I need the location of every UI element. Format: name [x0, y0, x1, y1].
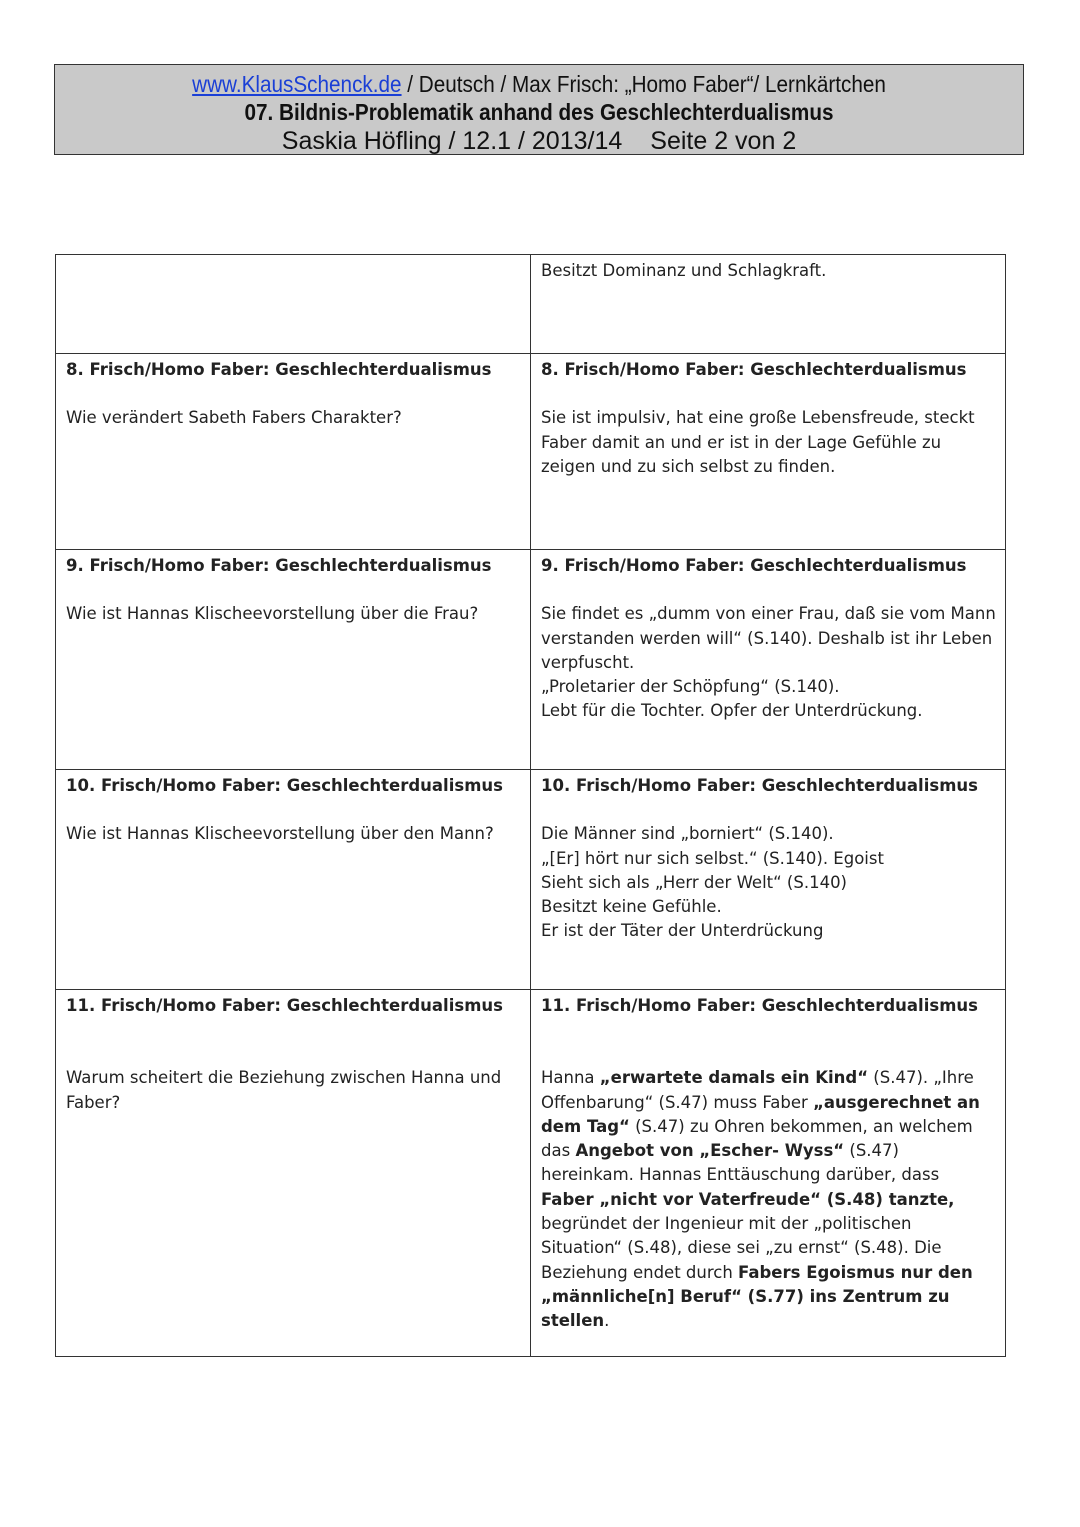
card-question: Wie ist Hannas Klischeevorstellung über die Frau? [66, 604, 479, 624]
card-title: 11. Frisch/Homo Faber: Geschlechterdualismus [66, 996, 503, 1015]
card-title: 9. Frisch/Homo Faber: Geschlechterdualismus [66, 556, 492, 575]
card-front-11 [56, 990, 531, 1357]
website-link[interactable]: www.KlausSchenck.de [192, 71, 402, 97]
card-answer [541, 1066, 996, 1333]
card-title: 9. Frisch/Homo Faber: Geschlechterdualismus [541, 556, 967, 575]
answer-segment-bold: „erwartete damals ein Kind“ [599, 1068, 869, 1088]
author-class-year: Saskia Höfling / 12.1 / 2013/14 [281, 127, 623, 155]
answer-line: „Proletarier der Schöpfung“ (S.140). [541, 677, 840, 697]
answer-segment: (S.47). „Ihre Offenbarung“ (S.47) muss Faber [541, 1068, 974, 1112]
page-indicator: Seite 2 von 2 [650, 127, 797, 155]
answer-segment: (S.47) zu Ohren bekommen, an welchem das [541, 1116, 973, 1161]
header-line-3 [55, 126, 1023, 156]
card-back-9 [531, 550, 1006, 770]
card-title: 11. Frisch/Homo Faber: Geschlechterdualismus [541, 996, 978, 1015]
answer-segment-bold: Fabers Egoismus nur den „männliche[n] Beruf“ (S.77) ins Zentrum zu stellen [541, 1262, 973, 1331]
card-answer: Besitzt Dominanz und Schlagkraft. [541, 261, 827, 280]
card-answer [541, 602, 996, 723]
answer-line: Lebt für die Tochter. Opfer der Unterdrückung. [541, 701, 923, 721]
card-back-11 [531, 990, 1006, 1357]
document-header [54, 64, 1024, 155]
card-title: 8. Frisch/Homo Faber: Geschlechterdualismus [66, 360, 492, 379]
answer-segment: . [604, 1311, 610, 1331]
answer-segment: Hanna [541, 1068, 600, 1088]
card-front-10 [56, 770, 531, 990]
answer-line: Sie findet es „dumm von einer Frau, daß sie vom Mann verstanden werden will“ (S.140). Deshalb ist ihr Leben verpfuscht. [541, 604, 996, 672]
answer-line: Die Männer sind „borniert“ (S.140). [541, 824, 834, 844]
card-answer: Sie ist impulsiv, hat eine große Lebensfreude, steckt Faber damit an und er ist in der Lage Gefühle zu zeigen und zu sich selbst zu finden. [541, 408, 975, 476]
answer-segment-bold: Faber „nicht vor Vaterfreude“ (S.48) tanzte, [541, 1189, 955, 1209]
answer-segment: (S.47) hereinkam. Hannas Enttäuschung darüber, dass [541, 1141, 940, 1185]
card-front-9 [56, 550, 531, 770]
answer-segment-bold: Angebot von „Escher- Wyss“ [575, 1141, 845, 1161]
document-title: 07. Bildnis-Problematik anhand des Geschlechterdualismus [244, 99, 834, 125]
answer-segment-bold: „ausgerechnet an dem Tag“ [541, 1092, 980, 1136]
answer-line: Sieht sich als „Herr der Welt“ (S.140) [541, 872, 847, 892]
card-back-10 [531, 770, 1006, 990]
card-answer [541, 822, 996, 943]
header-breadcrumb: / Deutsch / Max Frisch: „Homo Faber“/ Lernkärtchen [401, 71, 886, 97]
answer-line: „[Er] hört nur sich selbst.“ (S.140). Egoist [541, 848, 884, 868]
answer-line: Er ist der Täter der Unterdrückung [541, 921, 824, 941]
card-question: Wie ist Hannas Klischeevorstellung über den Mann? [66, 824, 494, 844]
flashcard-table [55, 254, 1006, 1357]
card-back-8 [531, 354, 1006, 550]
card-front-8 [56, 354, 531, 550]
card-front-empty [56, 255, 531, 354]
table-row-carry-over [56, 255, 1006, 354]
card-back-carry-over [531, 255, 1006, 354]
card-question: Warum scheitert die Beziehung zwischen Hanna und Faber? [66, 1068, 502, 1112]
header-line-1 [103, 70, 974, 98]
table-row [56, 990, 1006, 1357]
card-title: 8. Frisch/Homo Faber: Geschlechterdualismus [541, 360, 967, 379]
table-row [56, 770, 1006, 990]
card-title: 10. Frisch/Homo Faber: Geschlechterdualismus [66, 776, 503, 795]
answer-line: Besitzt keine Gefühle. [541, 897, 722, 917]
card-title: 10. Frisch/Homo Faber: Geschlechterdualismus [541, 776, 978, 795]
table-row [56, 550, 1006, 770]
answer-segment: begründet der Ingenieur mit der „politischen Situation“ (S.48), diese sei „zu ernst“ (S.48). Die Beziehung endet durch [541, 1214, 942, 1282]
table-row [56, 354, 1006, 550]
card-question: Wie verändert Sabeth Fabers Charakter? [66, 408, 402, 428]
